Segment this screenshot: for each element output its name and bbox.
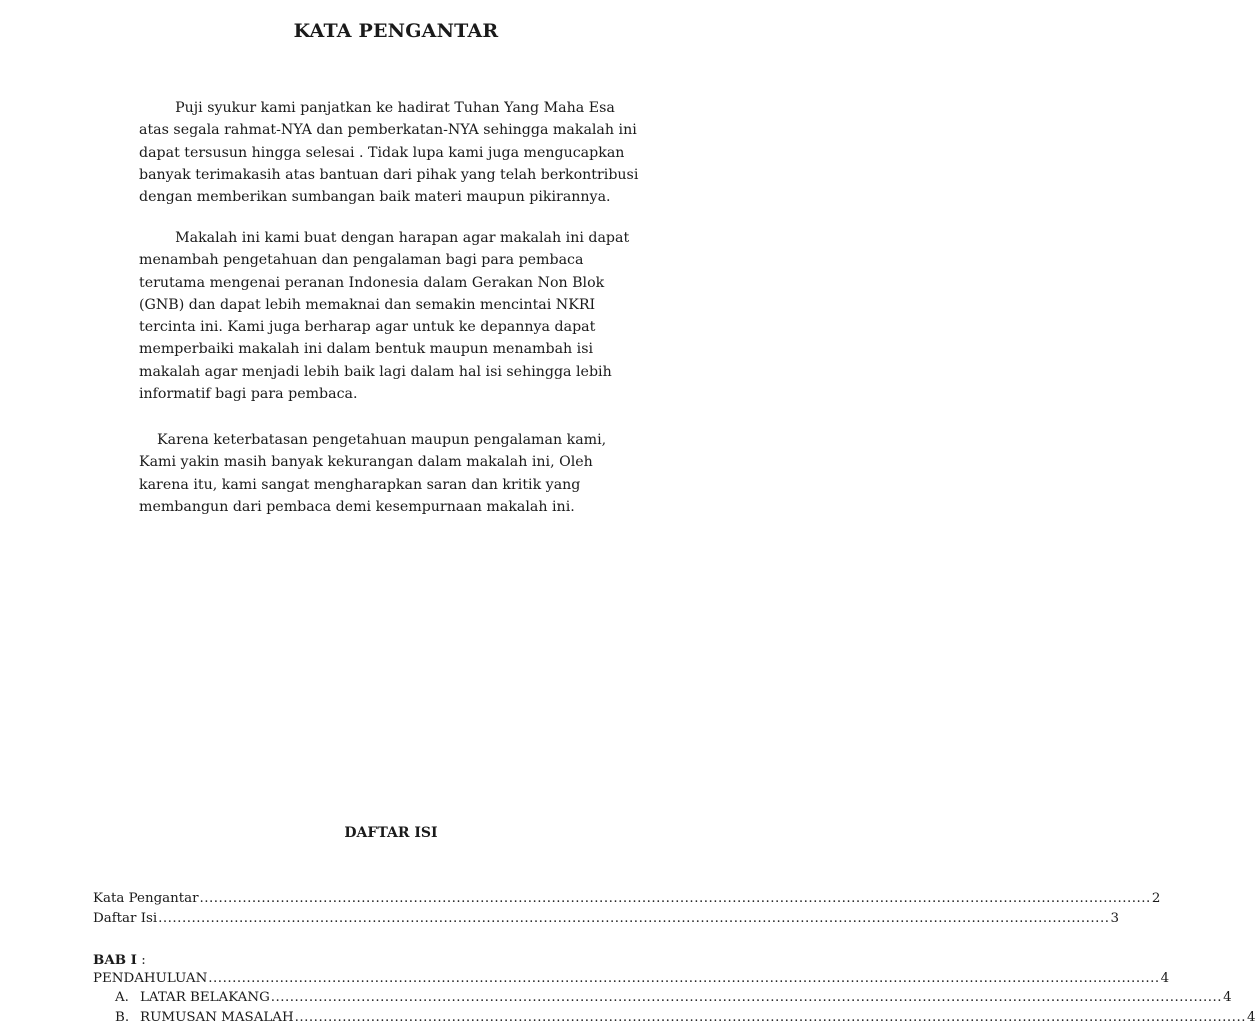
paragraph-line: dengan memberikan sumbangan baik materi maupun pikirannya. bbox=[139, 189, 611, 206]
paragraph-line: banyak terimakasih atas bantuan dari pihak yang telah berkontribusi bbox=[139, 166, 639, 183]
paragraph-line: dapat tersusun hingga selesai . Tidak lupa kami juga mengucapkan bbox=[139, 144, 625, 161]
paragraph-line: terutama mengenai peranan Indonesia dalam Gerakan Non Blok bbox=[139, 274, 605, 291]
paragraph-line: (GNB) dan dapat lebih memaknai dan semakin mencintai NKRI bbox=[139, 296, 596, 313]
paragraph-3 bbox=[139, 429, 684, 518]
toc-chapter-heading bbox=[93, 950, 146, 971]
paragraph-line: menambah pengetahuan dan pengalaman bagi para pembaca bbox=[139, 252, 584, 269]
toc-entry-label bbox=[115, 988, 270, 1008]
paragraph-line: karena itu, kami sangat mengharapkan saran dan kritik yang bbox=[139, 476, 581, 493]
paragraph-line: makalah agar menjadi lebih baik lagi dalam hal isi sehingga lebih bbox=[139, 363, 612, 380]
toc-leader-dots: ........................................................................................................................................................................................................ bbox=[199, 891, 1151, 906]
paragraph-line: atas segala rahmat-NYA dan pemberkatan-NYA sehingga makalah ini bbox=[139, 122, 637, 139]
toc-entry-label: PENDAHULUAN bbox=[93, 971, 208, 986]
paragraph-line: Puji syukur kami panjatkan ke hadirat Tuhan Yang Maha Esa bbox=[139, 100, 615, 116]
paragraph-line: tercinta ini. Kami juga berharap agar untuk ke depannya dapat bbox=[139, 319, 596, 336]
paragraph-line: informatif bagi para pembaca. bbox=[139, 386, 358, 403]
chapter-number: BAB I bbox=[93, 952, 137, 968]
toc-page-number: 3 bbox=[1110, 911, 1119, 926]
toc-leader-dots: ........................................................................................................................................................................................................ bbox=[158, 911, 1110, 926]
toc-entry-daftar-isi[interactable] bbox=[93, 909, 1119, 929]
toc-entry-rumusan-masalah[interactable] bbox=[115, 1008, 1256, 1028]
toc-page-number: 2 bbox=[1151, 891, 1161, 906]
toc-leader-dots: ........................................................................................................................................................................................................ bbox=[270, 990, 1223, 1005]
toc-section-letter: A. bbox=[115, 990, 129, 1005]
toc-entry-latar-belakang[interactable] bbox=[115, 988, 1232, 1008]
toc-section-letter: B. bbox=[115, 1010, 130, 1025]
paragraph-line: Kami yakin masih banyak kekurangan dalam makalah ini, Oleh bbox=[139, 454, 593, 471]
toc-entry-label: Kata Pengantar bbox=[93, 891, 199, 906]
toc-page-number: 4 bbox=[1246, 1010, 1256, 1025]
toc-leader-dots: ........................................................................................................................................................................................................ bbox=[208, 971, 1160, 986]
paragraph-line: memperbaiki makalah ini dalam bentuk maupun menambah isi bbox=[139, 341, 594, 358]
toc-entry-label: Daftar Isi bbox=[93, 911, 158, 926]
toc-page-number: 4 bbox=[1223, 990, 1232, 1005]
paragraph-1 bbox=[139, 97, 684, 208]
toc-entry-kata-pengantar[interactable] bbox=[93, 889, 1161, 909]
chapter-heading-suffix: : bbox=[136, 953, 146, 968]
toc-page-number: 4 bbox=[1160, 971, 1170, 986]
paragraph-2 bbox=[139, 227, 684, 405]
paragraph-line: membangun dari pembaca demi kesempurnaan makalah ini. bbox=[139, 498, 575, 515]
toc-entry-pendahuluan[interactable] bbox=[93, 969, 1170, 989]
toc-section-title: RUMUSAN MASALAH bbox=[140, 1010, 294, 1025]
paragraph-line: Karena keterbatasan pengetahuan maupun pengalaman kami, bbox=[139, 432, 607, 448]
toc-leader-dots: ........................................................................................................................................................................................................ bbox=[294, 1010, 1246, 1025]
document-title: KATA PENGANTAR bbox=[293, 20, 499, 42]
toc-section-title: LATAR BELAKANG bbox=[140, 990, 270, 1005]
toc-entry-label bbox=[115, 1008, 294, 1028]
paragraph-line: Makalah ini kami buat dengan harapan agar makalah ini dapat bbox=[139, 230, 630, 246]
toc-title: DAFTAR ISI bbox=[344, 825, 438, 841]
